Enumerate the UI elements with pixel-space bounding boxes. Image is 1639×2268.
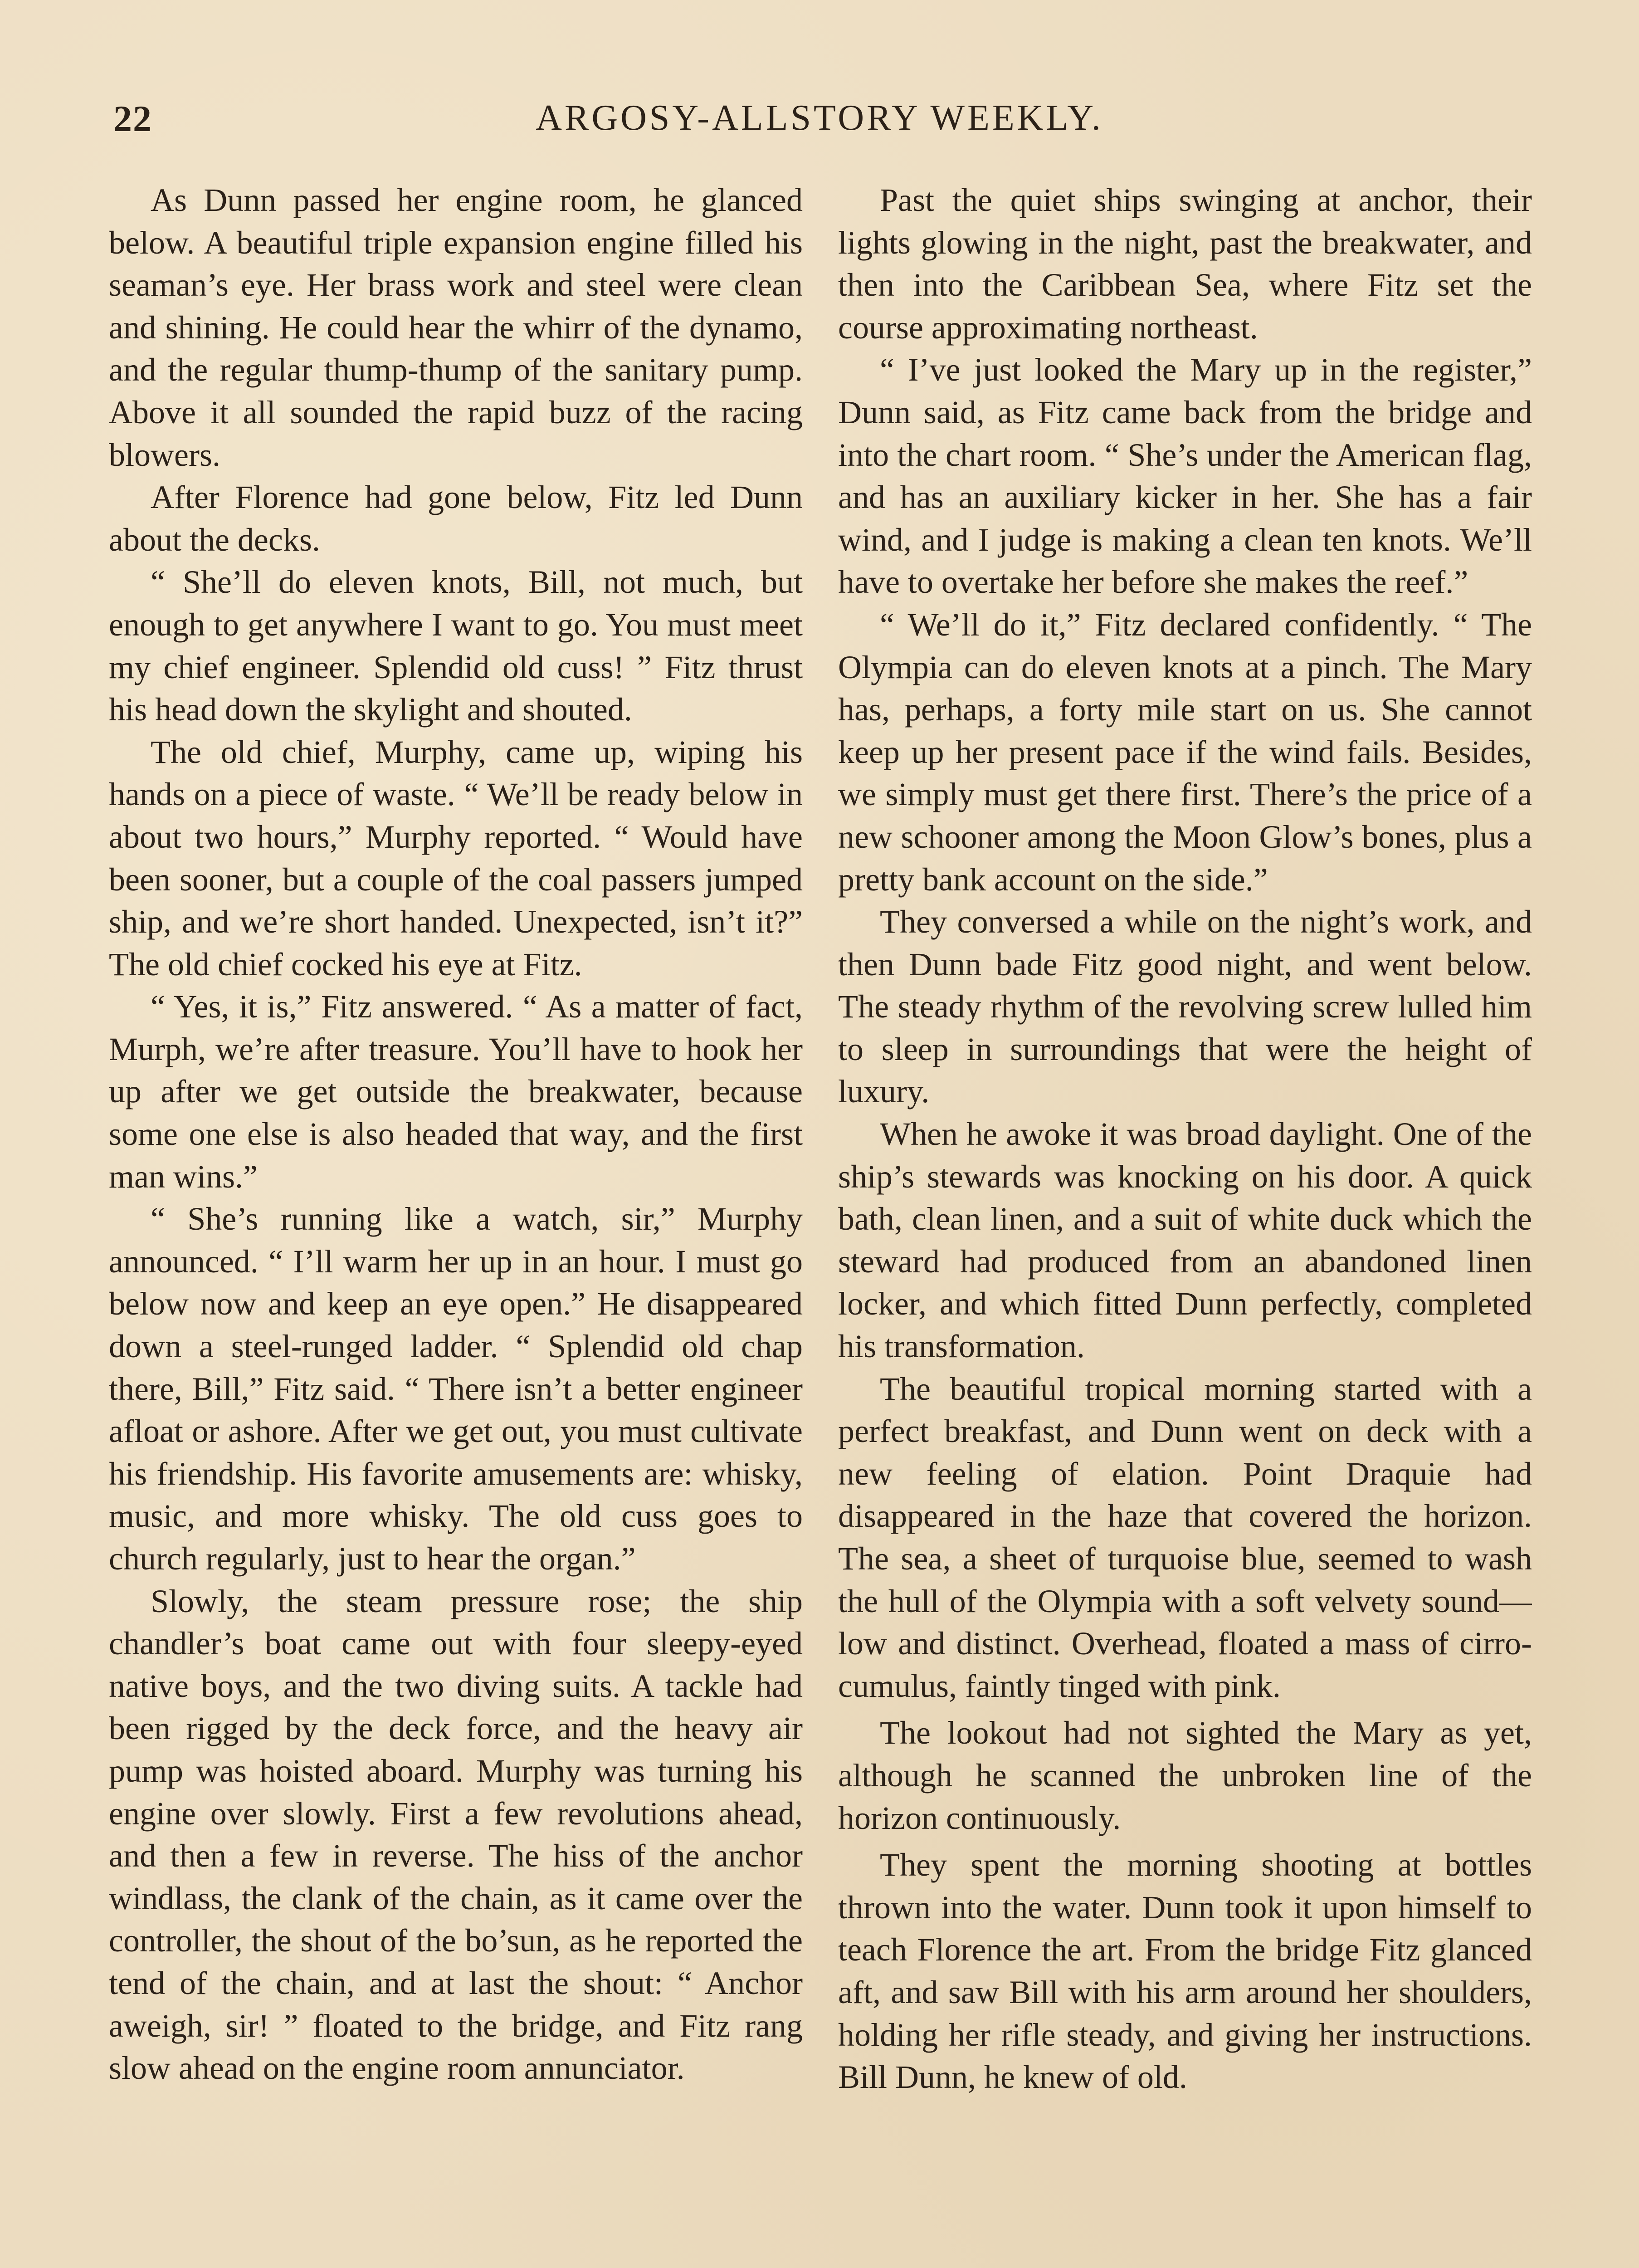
paragraph: Past the quiet ships swinging at anchor, their lights glowing in the night, past the breakwater, and then into the Caribbean Sea, where Fitz set the course approximating northeast. [838,182,1532,346]
right-column [838,179,1532,2268]
paragraph: “ She’ll do eleven knots, Bill, not much, but enough to get anywhere I want to go. You must meet my chief engineer. Splendid old cuss! ” Fitz thrust his head down the skylight and shouted. [109,564,803,728]
paragraph: After Florence had gone below, Fitz led Dunn about the decks. [109,479,803,558]
paragraph: They spent the morning shooting at bottles thrown into the water. Dunn took it upon himself to teach Florence the art. From the bridge Fitz glanced aft, and saw Bill with his arm around her shoulders, holding her rifle steady, and giving her instructions. Bill Dunn, he knew of old. [838,1847,1532,2096]
left-column [109,179,803,2268]
paragraph: “ We’ll do it,” Fitz declared confidently. “ The Olympia can do eleven knots at a pinch. The Mary has, perhaps, a forty mile start on us. She cannot keep up her present pace if the wind fails. Besides, we simply must get there first. There’s the price of a new schooner among the Moon Glow’s bones, plus a pretty bank account on the side.” [838,606,1532,898]
paragraph: As Dunn passed her engine room, he glanced below. A beautiful triple expansion engine filled his seaman’s eye. Her brass work and steel were clean and shining. He could hear the whirr of the dynamo, and the regular thump-thump of the sanitary pump. Above it all sounded the rapid buzz of the racing blowers. [109,182,803,473]
paragraph: “ She’s running like a watch, sir,” Murphy announced. “ I’ll warm her up in an hour. I must go below now and keep an eye open.” He disappeared down a steel-runged ladder. “ Splendid old chap there, Bill,” Fitz said. “ There isn’t a better engineer afloat or ashore. After we get out, you must cultivate his friendship. His favorite amusements are: whisky, music, and more whisky. The old cuss goes to church regularly, just to hear the organ.” [109,1201,803,1577]
paragraph: “ I’ve just looked the Mary up in the register,” Dunn said, as Fitz came back from the bridge and into the chart room. “ She’s under the American flag, and has an auxiliary kicker in her. She has a fair wind, and I judge is making a clean ten knots. We’ll have to overtake her before she makes the reef.” [838,352,1532,601]
paragraph: When he awoke it was broad daylight. One of the ship’s stewards was knocking on his door. A quick bath, clean linen, and a suit of white duck which the steward had produced from an abandoned linen locker, and which fitted Dunn perfectly, completed his transformation. [838,1116,1532,1365]
paragraph: Slowly, the steam pressure rose; the ship chandler’s boat came out with four sleepy-eyed native boys, and the two diving suits. A tackle had been rigged by the deck force, and the heavy air pump was hoisted aboard. Murphy was turning his engine over slowly. First a few revolutions ahead, and then a few in reverse. The hiss of the anchor windlass, the clank of the chain, as it came over the controller, the shout of the bo’sun, as he reported the tend of the chain, and at last the shout: “ Anchor aweigh, sir! ” floated to the bridge, and Fitz rang slow ahead on the engine room annunciator. [109,1583,803,2087]
running-head [113,98,1526,152]
paragraph: They conversed a while on the night’s work, and then Dunn bade Fitz good night, and went below. The steady rhythm of the revolving screw lulled him to sleep in surroundings that were the height of luxury. [838,904,1532,1110]
paragraph: The old chief, Murphy, came up, wiping his hands on a piece of waste. “ We’ll be ready below in about two hours,” Murphy reported. “ Would have been sooner, but a couple of the coal passers jumped ship, and we’re short handed. Unexpected, isn’t it?” The old chief cocked his eye at Fitz. [109,733,803,982]
paragraph: The lookout had not sighted the Mary as yet, although he scanned the unbroken line of the horizon continuously. [838,1715,1532,1836]
page-number: 22 [113,98,152,139]
magazine-title: ARGOSY-ALLSTORY WEEKLY. [536,98,1103,138]
paragraph: “ Yes, it is,” Fitz answered. “ As a matter of fact, Murph, we’re after treasure. You’ll have to hook her up after we get outside the breakwater, because some one else is also headed that way, and the first man wins.” [109,988,803,1195]
paragraph: The beautiful tropical morning started with a perfect breakfast, and Dunn went on deck with a new feeling of elation. Point Draquie had disappeared in the haze that covered the horizon. The sea, a sheet of turquoise blue, seemed to wash the hull of the Olympia with a soft velvety sound— low and distinct. Overhead, floated a mass of cirro-cumulus, faintly tinged with pink. [838,1370,1532,1704]
